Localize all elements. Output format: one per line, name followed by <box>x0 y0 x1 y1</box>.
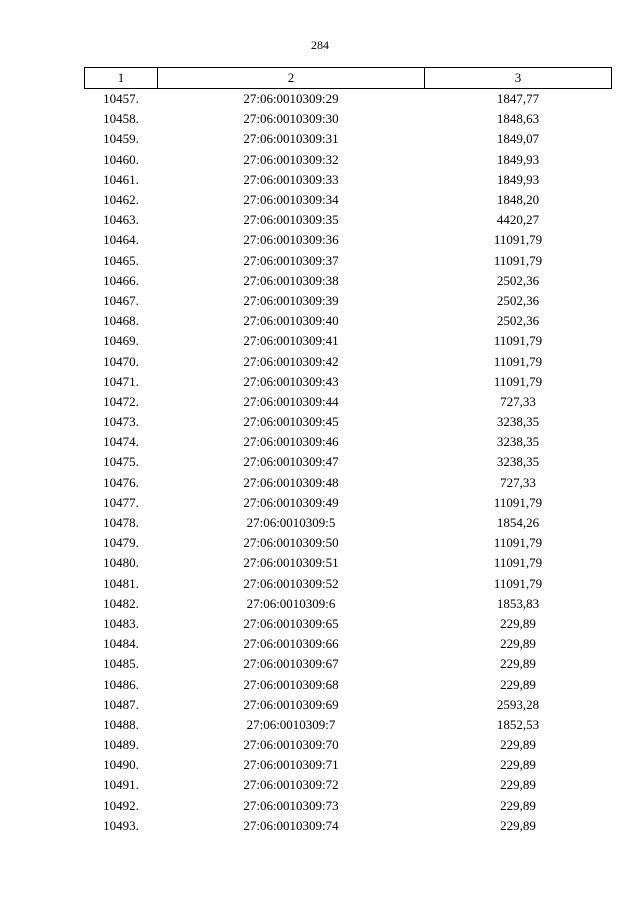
cadastral-number-cell: 27:06:0010309:45 <box>243 414 339 430</box>
row-number-cell: 10485. <box>103 656 139 672</box>
row-number-cell: 10463. <box>103 212 139 228</box>
value-cell: 2502,36 <box>496 272 540 288</box>
row-number-cell: 10490. <box>103 757 139 773</box>
value-cell: 1849,93 <box>496 171 540 187</box>
table-row <box>85 796 612 816</box>
value-cell: 229,89 <box>500 676 536 692</box>
cadastral-number-cell: 27:06:0010309:37 <box>243 252 339 268</box>
row-number-cell: 10462. <box>103 192 139 208</box>
cadastral-number-cell: 27:06:0010309:29 <box>243 91 339 107</box>
cadastral-number-cell: 27:06:0010309:66 <box>243 636 339 652</box>
value-cell: 1854,26 <box>496 515 540 531</box>
value-cell: 229,89 <box>500 737 536 753</box>
value-cell: 2502,36 <box>496 292 540 308</box>
table-row <box>85 89 612 110</box>
value-cell: 11091,79 <box>493 353 543 369</box>
cadastral-number-cell: 27:06:0010309:72 <box>243 777 339 793</box>
row-number-cell: 10489. <box>103 737 139 753</box>
value-cell: 11091,79 <box>493 575 543 591</box>
row-number-cell: 10476. <box>103 474 139 490</box>
table-row <box>85 129 612 149</box>
row-number-cell: 10460. <box>103 151 139 167</box>
value-cell: 727,33 <box>500 474 536 490</box>
cadastral-number-cell: 27:06:0010309:34 <box>243 192 339 208</box>
value-cell: 727,33 <box>500 393 536 409</box>
cadastral-number-cell: 27:06:0010309:47 <box>243 454 339 470</box>
row-number-cell: 10461. <box>103 171 139 187</box>
value-cell: 3238,35 <box>496 454 540 470</box>
table-row <box>85 251 612 271</box>
row-number-cell: 10478. <box>103 515 139 531</box>
table-row <box>85 614 612 634</box>
value-cell: 3238,35 <box>496 434 540 450</box>
value-cell: 1847,77 <box>496 91 540 107</box>
cadastral-number-cell: 27:06:0010309:36 <box>243 232 339 248</box>
row-number-cell: 10480. <box>103 555 139 571</box>
table-row <box>85 574 612 594</box>
cadastral-number-cell: 27:06:0010309:40 <box>243 313 339 329</box>
row-number-cell: 10470. <box>103 353 139 369</box>
column-header-3: 3 <box>425 68 612 89</box>
row-number-cell: 10475. <box>103 454 139 470</box>
table-row <box>85 392 612 412</box>
cadastral-number-cell: 27:06:0010309:44 <box>243 393 339 409</box>
table-row <box>85 210 612 230</box>
value-cell: 1849,93 <box>496 151 540 167</box>
row-number-cell: 10482. <box>103 595 139 611</box>
table-row <box>85 695 612 715</box>
row-number-cell: 10466. <box>103 272 139 288</box>
value-cell: 229,89 <box>500 777 536 793</box>
cadastral-number-cell: 27:06:0010309:32 <box>243 151 339 167</box>
row-number-cell: 10467. <box>103 292 139 308</box>
row-number-cell: 10459. <box>103 131 139 147</box>
row-number-cell: 10464. <box>103 232 139 248</box>
value-cell: 2502,36 <box>496 313 540 329</box>
table-row <box>85 473 612 493</box>
row-number-cell: 10472. <box>103 393 139 409</box>
value-cell: 3238,35 <box>496 414 540 430</box>
row-number-cell: 10487. <box>103 696 139 712</box>
cadastral-number-cell: 27:06:0010309:49 <box>243 494 339 510</box>
cadastral-number-cell: 27:06:0010309:50 <box>243 535 339 551</box>
cadastral-number-cell: 27:06:0010309:46 <box>243 434 339 450</box>
value-cell: 1848,20 <box>496 192 540 208</box>
table-row <box>85 533 612 553</box>
cadastral-number-cell: 27:06:0010309:41 <box>243 333 339 349</box>
header-row <box>85 68 612 89</box>
row-number-cell: 10458. <box>103 111 139 127</box>
cadastral-number-cell: 27:06:0010309:67 <box>243 656 339 672</box>
table-row <box>85 331 612 351</box>
table-header <box>85 68 612 89</box>
cadastral-number-cell: 27:06:0010309:35 <box>243 212 339 228</box>
cadastral-number-cell: 27:06:0010309:42 <box>243 353 339 369</box>
value-cell: 11091,79 <box>493 373 543 389</box>
column-header-2: 2 <box>158 68 425 89</box>
table-row <box>85 230 612 250</box>
cadastral-number-cell: 27:06:0010309:33 <box>243 171 339 187</box>
table-row <box>85 190 612 210</box>
row-number-cell: 10481. <box>103 575 139 591</box>
cadastral-number-cell: 27:06:0010309:65 <box>243 615 339 631</box>
row-number-cell: 10471. <box>103 373 139 389</box>
value-cell: 229,89 <box>500 817 536 833</box>
table-row <box>85 634 612 654</box>
value-cell: 1848,63 <box>496 111 540 127</box>
cadastral-number-cell: 27:06:0010309:6 <box>246 595 336 611</box>
row-number-cell: 10484. <box>103 636 139 652</box>
cadastral-number-cell: 27:06:0010309:73 <box>243 797 339 813</box>
table-row <box>85 452 612 472</box>
value-cell: 229,89 <box>500 757 536 773</box>
row-number-cell: 10473. <box>103 414 139 430</box>
value-cell: 11091,79 <box>493 535 543 551</box>
table-row <box>85 351 612 371</box>
table-row <box>85 109 612 129</box>
table-row <box>85 372 612 392</box>
value-cell: 1853,83 <box>496 595 540 611</box>
value-cell: 229,89 <box>500 797 536 813</box>
table-row <box>85 412 612 432</box>
table-row <box>85 493 612 513</box>
table-row <box>85 654 612 674</box>
table-row <box>85 775 612 795</box>
table-row <box>85 735 612 755</box>
row-number-cell: 10483. <box>103 615 139 631</box>
table-row <box>85 291 612 311</box>
value-cell: 2593,28 <box>496 696 540 712</box>
cadastral-number-cell: 27:06:0010309:71 <box>243 757 339 773</box>
value-cell: 11091,79 <box>493 252 543 268</box>
cadastral-number-cell: 27:06:0010309:70 <box>243 737 339 753</box>
table-row <box>85 674 612 694</box>
table-row <box>85 553 612 573</box>
value-cell: 1852,53 <box>496 716 540 732</box>
row-number-cell: 10493. <box>103 817 139 833</box>
value-cell: 11091,79 <box>493 333 543 349</box>
row-number-cell: 10465. <box>103 252 139 268</box>
table-row <box>85 271 612 291</box>
row-number-cell: 10469. <box>103 333 139 349</box>
cadastral-number-cell: 27:06:0010309:51 <box>243 555 339 571</box>
table-row <box>85 170 612 190</box>
table-row <box>85 715 612 735</box>
table-row <box>85 816 612 836</box>
row-number-cell: 10457. <box>103 91 139 107</box>
table-row <box>85 432 612 452</box>
row-number-cell: 10479. <box>103 535 139 551</box>
cadastral-number-cell: 27:06:0010309:68 <box>243 676 339 692</box>
cadastral-number-cell: 27:06:0010309:30 <box>243 111 339 127</box>
value-cell: 11091,79 <box>493 555 543 571</box>
value-cell: 11091,79 <box>493 494 543 510</box>
row-number-cell: 10486. <box>103 676 139 692</box>
table-row <box>85 513 612 533</box>
value-cell: 4420,27 <box>496 212 540 228</box>
table-row <box>85 150 612 170</box>
cadastral-number-cell: 27:06:0010309:5 <box>246 515 336 531</box>
cadastral-number-cell: 27:06:0010309:38 <box>243 272 339 288</box>
row-number-cell: 10477. <box>103 494 139 510</box>
value-cell: 229,89 <box>500 636 536 652</box>
row-number-cell: 10491. <box>103 777 139 793</box>
page-number: 284 <box>311 38 329 52</box>
row-number-cell: 10474. <box>103 434 139 450</box>
value-cell: 1849,07 <box>496 131 540 147</box>
value-cell: 229,89 <box>500 656 536 672</box>
cadastral-number-cell: 27:06:0010309:7 <box>246 716 336 732</box>
cadastral-number-cell: 27:06:0010309:39 <box>243 292 339 308</box>
cadastral-number-cell: 27:06:0010309:52 <box>243 575 339 591</box>
column-header-1: 1 <box>85 68 158 89</box>
table-row <box>85 755 612 775</box>
table-body <box>85 89 612 836</box>
row-number-cell: 10488. <box>103 716 139 732</box>
value-cell: 11091,79 <box>493 232 543 248</box>
cadastral-number-cell: 27:06:0010309:43 <box>243 373 339 389</box>
row-number-cell: 10468. <box>103 313 139 329</box>
table-row <box>85 311 612 331</box>
row-number-cell: 10492. <box>103 797 139 813</box>
cadastral-number-cell: 27:06:0010309:69 <box>243 696 339 712</box>
cadastral-number-cell: 27:06:0010309:74 <box>243 817 339 833</box>
cadastral-number-cell: 27:06:0010309:48 <box>243 474 339 490</box>
value-cell: 229,89 <box>500 615 536 631</box>
data-table <box>84 67 612 836</box>
table-row <box>85 594 612 614</box>
cadastral-number-cell: 27:06:0010309:31 <box>243 131 339 147</box>
